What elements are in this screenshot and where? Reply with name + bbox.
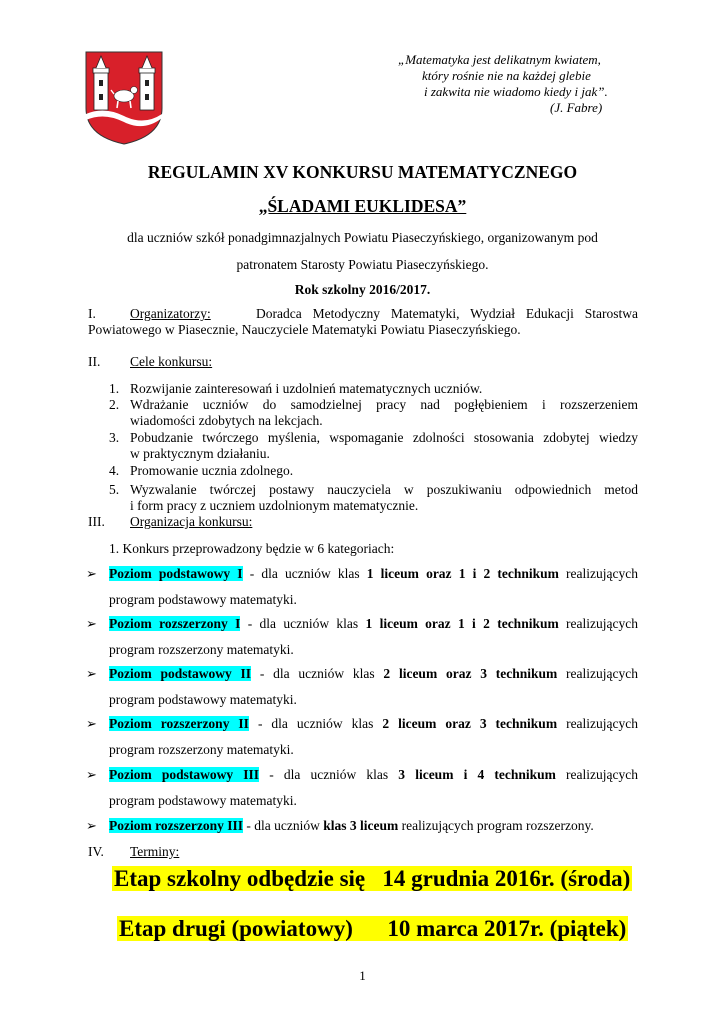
school-stage-date: Etap szkolny odbędzie się 14 grudnia 2016r. (środa) (114, 866, 631, 891)
section-1-heading: Organizatorzy: (130, 306, 211, 321)
level-text: Poziom rozszerzony I - dla uczniów klas 1 liceum oraz 1 i 2 technikum realizujących (109, 616, 638, 631)
level-label: Poziom podstawowy I (109, 566, 243, 581)
quote-line-3: i zakwita nie wiadomo kiedy i jak”. (424, 84, 608, 99)
quote-line-2: który rośnie nie na każdej glebie (422, 68, 591, 83)
level-text-cont: program podstawowy matematyki. (109, 793, 297, 808)
epigraph-quote (398, 52, 648, 116)
level-label: Poziom podstawowy II (109, 666, 252, 681)
level-text-cont: program podstawowy matematyki. (109, 692, 297, 707)
level-text: Poziom rozszerzony II - dla uczniów klas 2 liceum oraz 3 technikum realizujących (109, 716, 639, 731)
section-3-number: III. (88, 514, 105, 529)
level-row (86, 716, 97, 732)
goal-text-cont: w praktycznym działaniu. (130, 446, 270, 461)
arrow-bullet-icon: ➢ (86, 666, 97, 681)
section-2-heading: Cele konkursu: (130, 354, 213, 369)
section-4-heading: Terminy: (130, 844, 180, 859)
categories-intro: 1. Konkurs przeprowadzony będzie w 6 kategoriach: (109, 541, 395, 556)
intro-line-1: dla uczniów szkół ponadgimnazjalnych Powiatu Piaseczyńskiego, organizowanym pod (127, 230, 598, 245)
quote-line-1: „Matematyka jest delikatnym kwiatem, (398, 52, 601, 67)
page-number: 1 (359, 968, 366, 983)
goal-text: Pobudzanie twórczego myślenia, wspomaganie zdolności stosowania zdobytej wiedzy (130, 430, 638, 445)
level-text: Poziom podstawowy III - dla uczniów klas 3 liceum i 4 technikum realizujących (109, 767, 639, 782)
goal-text: Wdrażanie uczniów do samodzielnej pracy nad pogłębieniem i rozszerzeniem (130, 397, 638, 412)
quote-author: (J. Fabre) (550, 100, 603, 115)
goal-text-cont: i form pracy z uczniem uzdolnionym matematycznie. (130, 498, 419, 513)
goal-number: 2. (109, 397, 120, 412)
section-2-number: II. (88, 354, 101, 369)
goal-text: Wyzwalanie twórczej postawy nauczyciela w poszukiwaniu odpowiednich metod (130, 482, 638, 497)
level-text-cont: program rozszerzony matematyki. (109, 742, 294, 757)
level-row (86, 616, 97, 632)
level-text: Poziom rozszerzony III - dla uczniów klas 3 liceum realizujących program rozszerzony. (109, 818, 594, 833)
level-row (86, 666, 97, 682)
school-year: Rok szkolny 2016/2017. (294, 282, 431, 297)
goal-text-cont: wiadomości zdobytych na lekcjach. (130, 413, 323, 428)
document-title: REGULAMIN XV KONKURSU MATEMATYCZNEGO (147, 162, 578, 182)
section-1-number: I. (88, 306, 96, 321)
coat-of-arms-image (84, 50, 164, 146)
arrow-bullet-icon: ➢ (86, 818, 97, 833)
section-1-text-line-1: Doradca Metodyczny Matematyki, Wydział Edukacji Starostwa (256, 306, 638, 321)
arrow-bullet-icon: ➢ (86, 716, 97, 731)
goal-number: 4. (109, 463, 120, 478)
arrow-bullet-icon: ➢ (86, 616, 97, 631)
arrow-bullet-icon: ➢ (86, 767, 97, 782)
section-1-text-line-2: Powiatowego w Piasecznie, Nauczyciele Matematyki Powiatu Piaseczyńskiego. (88, 322, 521, 337)
level-row (86, 767, 97, 783)
arrow-bullet-icon: ➢ (86, 566, 97, 581)
section-3-heading: Organizacja konkursu: (130, 514, 253, 529)
competition-name: „ŚLADAMI EUKLIDESA” (258, 196, 467, 216)
goal-number: 3. (109, 430, 120, 445)
level-text: Poziom podstawowy II - dla uczniów klas 2 liceum oraz 3 technikum realizujących (109, 666, 638, 681)
level-label: Poziom rozszerzony III (109, 818, 243, 833)
level-label: Poziom podstawowy III (109, 767, 260, 782)
level-text-cont: program podstawowy matematyki. (109, 592, 297, 607)
intro-line-2: patronatem Starosty Powiatu Piaseczyńskiego. (236, 257, 489, 272)
section-4-number: IV. (88, 844, 104, 859)
level-text-cont: program rozszerzony matematyki. (109, 642, 294, 657)
goal-text: Rozwijanie zainteresowań i uzdolnień matematycznych uczniów. (130, 381, 483, 396)
goal-number: 1. (109, 381, 120, 396)
level-label: Poziom rozszerzony II (109, 716, 249, 731)
county-stage-date: Etap drugi (powiatowy) 10 marca 2017r. (piątek) (119, 916, 627, 941)
level-text: Poziom podstawowy I - dla uczniów klas 1 liceum oraz 1 i 2 technikum realizujących (109, 566, 639, 581)
level-label: Poziom rozszerzony I (109, 616, 241, 631)
level-row (86, 818, 97, 834)
goal-text: Promowanie ucznia zdolnego. (130, 463, 294, 478)
level-row (86, 566, 97, 582)
goal-number: 5. (109, 482, 120, 497)
